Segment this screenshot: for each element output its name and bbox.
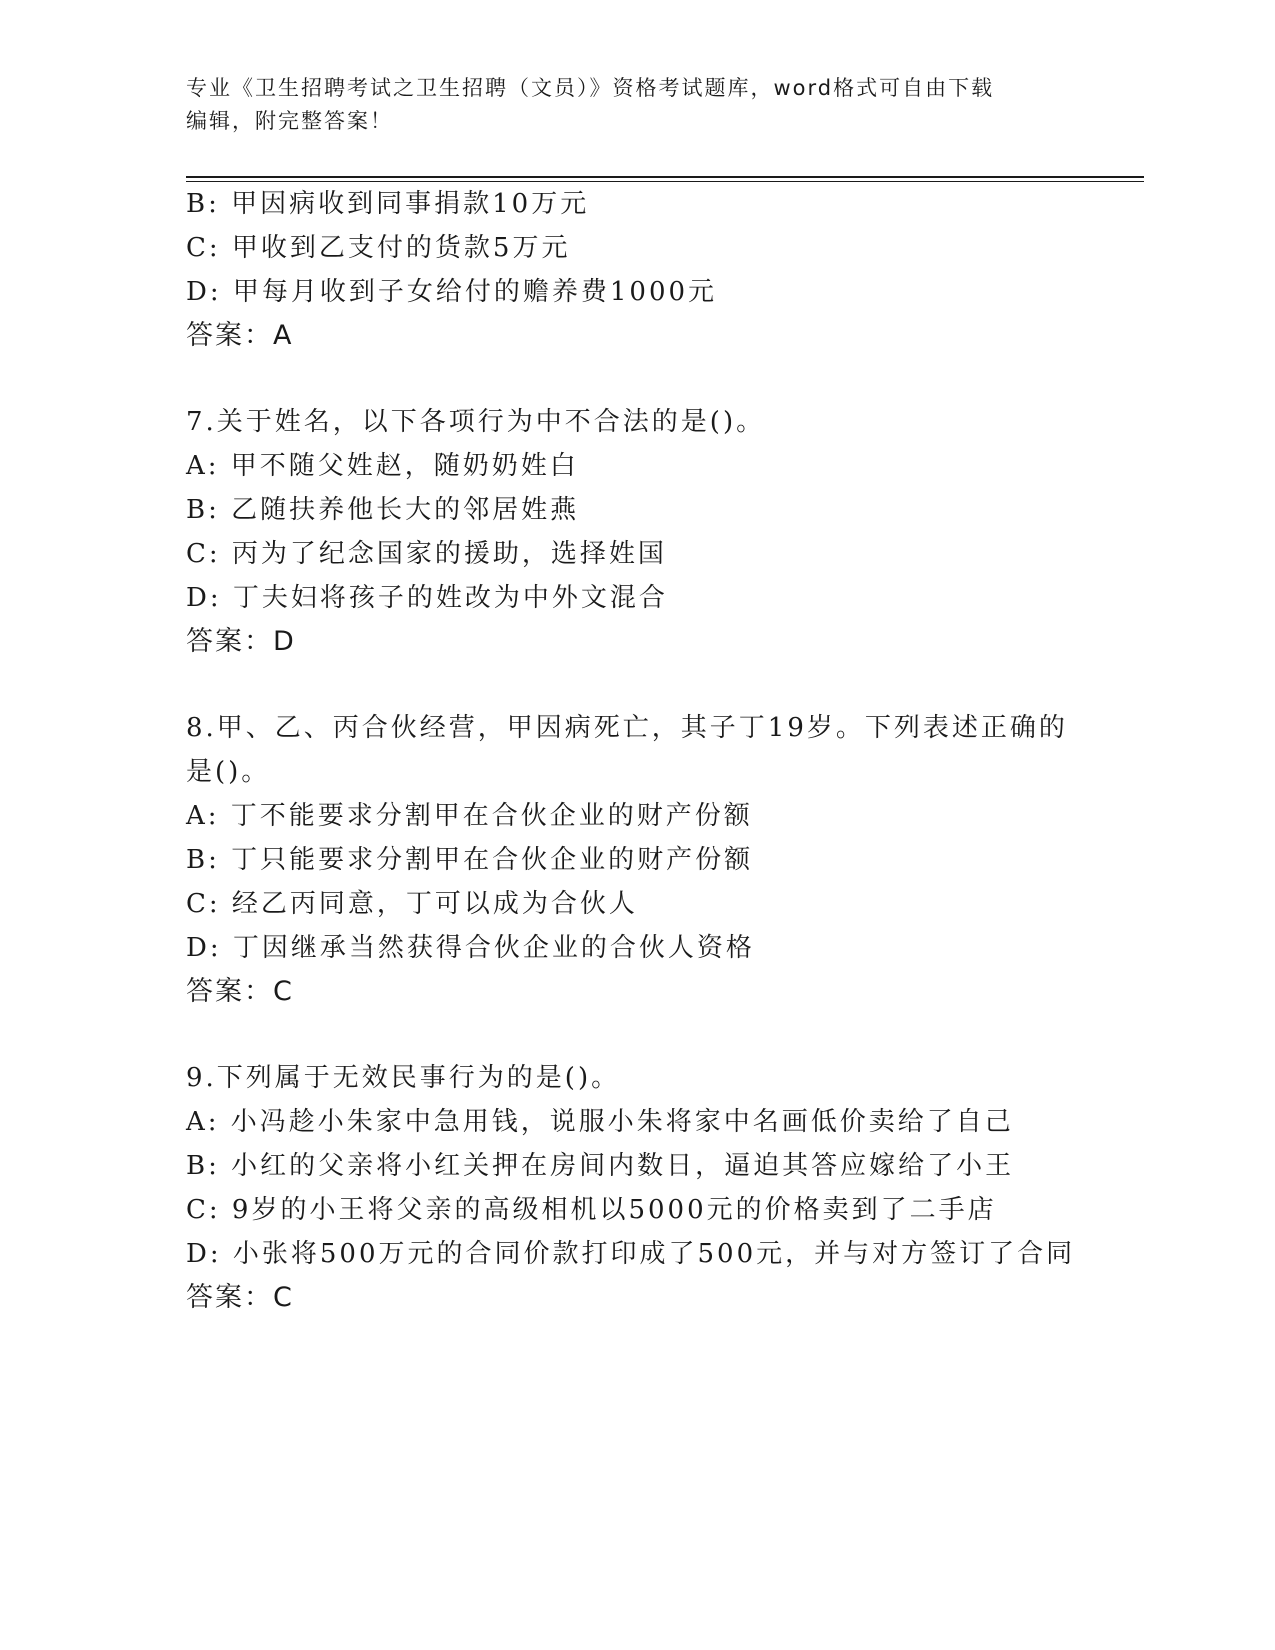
q9-option-a: A: 小冯趁小朱家中急用钱，说服小朱将家中名画低价卖给了自己 — [186, 1107, 1014, 1137]
q8-answer: 答案：C — [186, 976, 294, 1007]
q7-answer: 答案：D — [186, 626, 296, 657]
q7-option-c: C: 丙为了纪念国家的援助，选择姓国 — [186, 539, 667, 569]
q6-answer: 答案：A — [186, 320, 294, 351]
document-header — [186, 72, 1086, 138]
q9-option-c: C: 9岁的小王将父亲的高级相机以5000元的价格卖到了二手店 — [186, 1195, 997, 1225]
q8-stem-line-1: 8.甲、乙、丙合伙经营，甲因病死亡，其子丁19岁。下列表述正确的 — [186, 713, 1068, 743]
q9-answer: 答案：C — [186, 1282, 294, 1313]
header-line-1: 专业《卫生招聘考试之卫生招聘（文员）》资格考试题库，word格式可自由下载 — [186, 76, 995, 100]
q6-option-d: D: 甲每月收到子女给付的赡养费1000元 — [186, 277, 718, 307]
q9-option-b: B: 小红的父亲将小红关押在房间内数日，逼迫其答应嫁给了小王 — [186, 1151, 1015, 1181]
q9-option-d: D: 小张将500万元的合同价款打印成了500元，并与对方签订了合同 — [186, 1239, 1076, 1269]
header-line-2: 编辑，附完整答案！ — [186, 109, 393, 133]
header-divider-thick — [186, 176, 1144, 178]
q7-option-d: D: 丁夫妇将孩子的姓改为中外文混合 — [186, 583, 668, 613]
q9-stem: 9.下列属于无效民事行为的是()。 — [186, 1063, 621, 1093]
q8-option-b: B: 丁只能要求分割甲在合伙企业的财产份额 — [186, 845, 754, 875]
q7-stem: 7.关于姓名，以下各项行为中不合法的是()。 — [186, 407, 766, 437]
q7-option-b: B: 乙随扶养他长大的邻居姓燕 — [186, 495, 580, 525]
q6-option-b: B: 甲因病收到同事捐款10万元 — [186, 189, 590, 219]
q8-option-a: A: 丁不能要求分割甲在合伙企业的财产份额 — [186, 801, 753, 831]
q8-option-c: C: 经乙丙同意，丁可以成为合伙人 — [186, 889, 638, 919]
q6-option-c: C: 甲收到乙支付的货款5万元 — [186, 233, 571, 263]
q7-option-a: A: 甲不随父姓赵，随奶奶姓白 — [186, 451, 579, 481]
q8-option-d: D: 丁因继承当然获得合伙企业的合伙人资格 — [186, 933, 755, 963]
header-divider-thin — [186, 181, 1144, 182]
q8-stem-line-2: 是()。 — [186, 757, 271, 787]
